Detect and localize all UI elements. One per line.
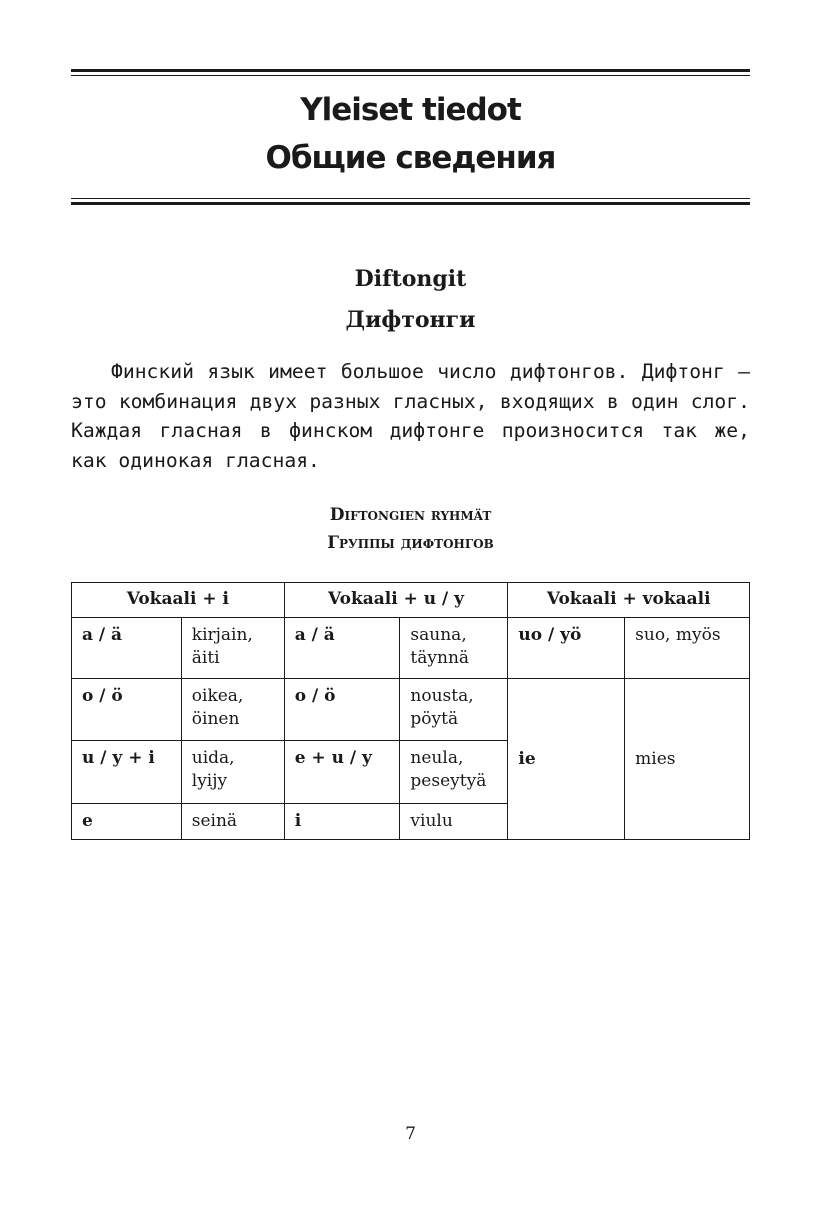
chapter-title-fi: Yleiset tiedot	[300, 92, 521, 128]
header-vowel-vowel: Vokaali + vokaali	[508, 583, 750, 618]
page-number: 7	[405, 1124, 416, 1144]
chapter-title-ru: Общие сведения	[265, 140, 556, 176]
example-word: peseytyä	[410, 771, 487, 791]
group-cell: i	[284, 804, 400, 840]
example-word: öinen	[191, 709, 240, 729]
example-word: oikea,	[191, 686, 244, 706]
group-cell: u / y + i	[72, 741, 182, 804]
top-rule	[71, 69, 750, 76]
section-title-fi: Diftongit	[354, 266, 467, 292]
example-word: nousta,	[410, 686, 474, 706]
table-caption-fi: Diftongien ryhmät	[329, 505, 492, 525]
group-cell: uo / yö	[508, 618, 625, 679]
example-word: kirjain,	[191, 625, 253, 645]
example-cell: seinä	[181, 804, 284, 840]
example-word: uida,	[191, 748, 235, 768]
example-cell: viulu	[400, 804, 508, 840]
group-cell: e + u / y	[284, 741, 400, 804]
example-cell: suo, myös	[625, 618, 750, 679]
example-cell	[400, 618, 508, 679]
header-vowel-i: Vokaali + i	[72, 583, 285, 618]
group-cell: e	[72, 804, 182, 840]
example-cell	[181, 679, 284, 741]
group-cell: a / ä	[284, 618, 400, 679]
example-cell: mies	[625, 679, 750, 840]
section-title-ru: Дифтонги	[345, 307, 476, 333]
example-word: lyijy	[191, 771, 228, 791]
example-word: pöytä	[410, 709, 459, 729]
group-cell: a / ä	[72, 618, 182, 679]
group-cell: o / ö	[284, 679, 400, 741]
table-row	[72, 618, 750, 679]
example-word: neula,	[410, 748, 464, 768]
example-cell	[400, 679, 508, 741]
bottom-rule	[71, 198, 750, 205]
table-caption-ru: Группы дифтонгов	[327, 533, 494, 553]
header-vowel-u-y: Vokaali + u / y	[284, 583, 508, 618]
example-word: sauna,	[410, 625, 467, 645]
table-row	[72, 679, 750, 741]
example-cell	[181, 618, 284, 679]
group-cell: o / ö	[72, 679, 182, 741]
table-header-row	[72, 583, 750, 618]
intro-paragraph	[71, 357, 750, 475]
example-cell	[400, 741, 508, 804]
example-word: äiti	[191, 648, 220, 668]
example-word: täynnä	[410, 648, 470, 668]
diphthong-table	[71, 582, 750, 840]
group-cell: ie	[508, 679, 625, 840]
intro-paragraph-text: Финский язык имеет большое число дифтонгов. Дифтонг — это комбинация двух разных гласных, входящих в один слог. Каждая гласная в финском дифтонге произносится так же, как одинокая гласная.	[71, 360, 750, 472]
example-cell	[181, 741, 284, 804]
